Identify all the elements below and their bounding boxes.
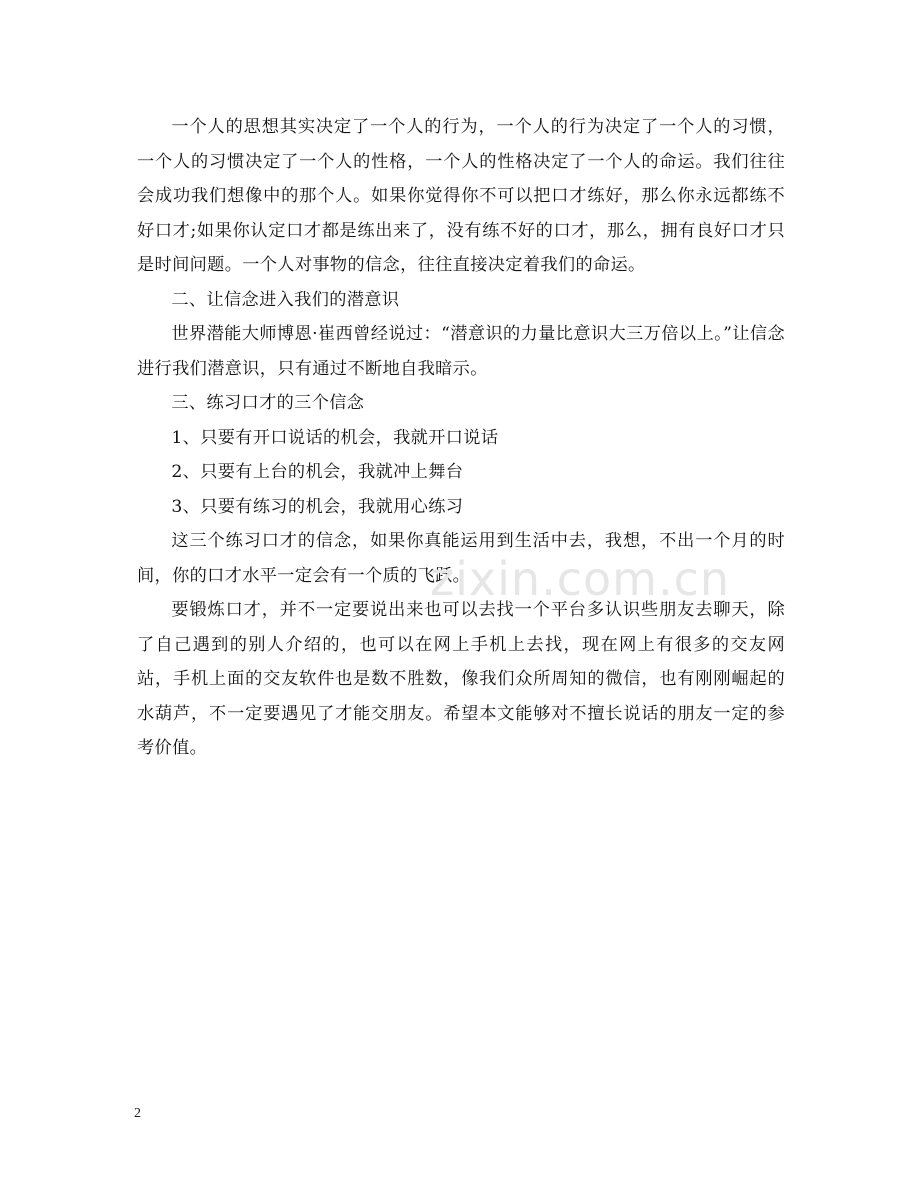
paragraph-closing: 要锻炼口才，并不一定要说出来也可以去找一个平台多认识些朋友去聊天，除了自己遇到的别人介绍的，也可以在网上手机上去找，现在网上有很多的交友网站，手机上面的交友软件也是数不胜数，像我们众所周知的微信，也有刚刚崛起的水葫芦，不一定要遇见了才能交朋友。希望本文能够对不擅长说话的朋友一定的参考价值。 bbox=[137, 600, 785, 758]
document-body bbox=[137, 110, 785, 766]
belief-item-2: 2、只要有上台的机会，我就冲上舞台 bbox=[171, 462, 464, 482]
page-number: 2 bbox=[134, 1106, 141, 1121]
paragraph-quote: 世界潜能大师博恩·崔西曾经说过：“潜意识的力量比意识大三万倍以上。”让信念进行我们潜意识，只有通过不断地自我暗示。 bbox=[137, 324, 785, 379]
section-heading-2: 二、让信念进入我们的潜意识 bbox=[171, 289, 400, 310]
paragraph-summary: 这三个练习口才的信念，如果你真能运用到生活中去，我想，不出一个月的时间，你的口才水平一定会有一个质的飞跃。 bbox=[137, 531, 785, 586]
watermark-text: zixin.com.cn bbox=[430, 552, 731, 606]
belief-item-1: 1、只要有开口说话的机会，我就开口说话 bbox=[171, 427, 499, 448]
paragraph-intro: 一个人的思想其实决定了一个人的行为，一个人的行为决定了一个人的习惯，一个人的习惯决定了一个人的性格，一个人的性格决定了一个人的命运。我们往往会成功我们想像中的那个人。如果你觉得你不可以把口才练好，那么你永远都练不好口才;如果你认定口才都是练出来了，没有练不好的口才，那么，拥有良好口才只是时间问题。一个人对事物的信念，往往直接决定着我们的命运。 bbox=[137, 117, 785, 275]
section-heading-3: 三、练习口才的三个信念 bbox=[171, 393, 365, 413]
belief-item-3: 3、只要有练习的机会，我就用心练习 bbox=[171, 496, 464, 517]
